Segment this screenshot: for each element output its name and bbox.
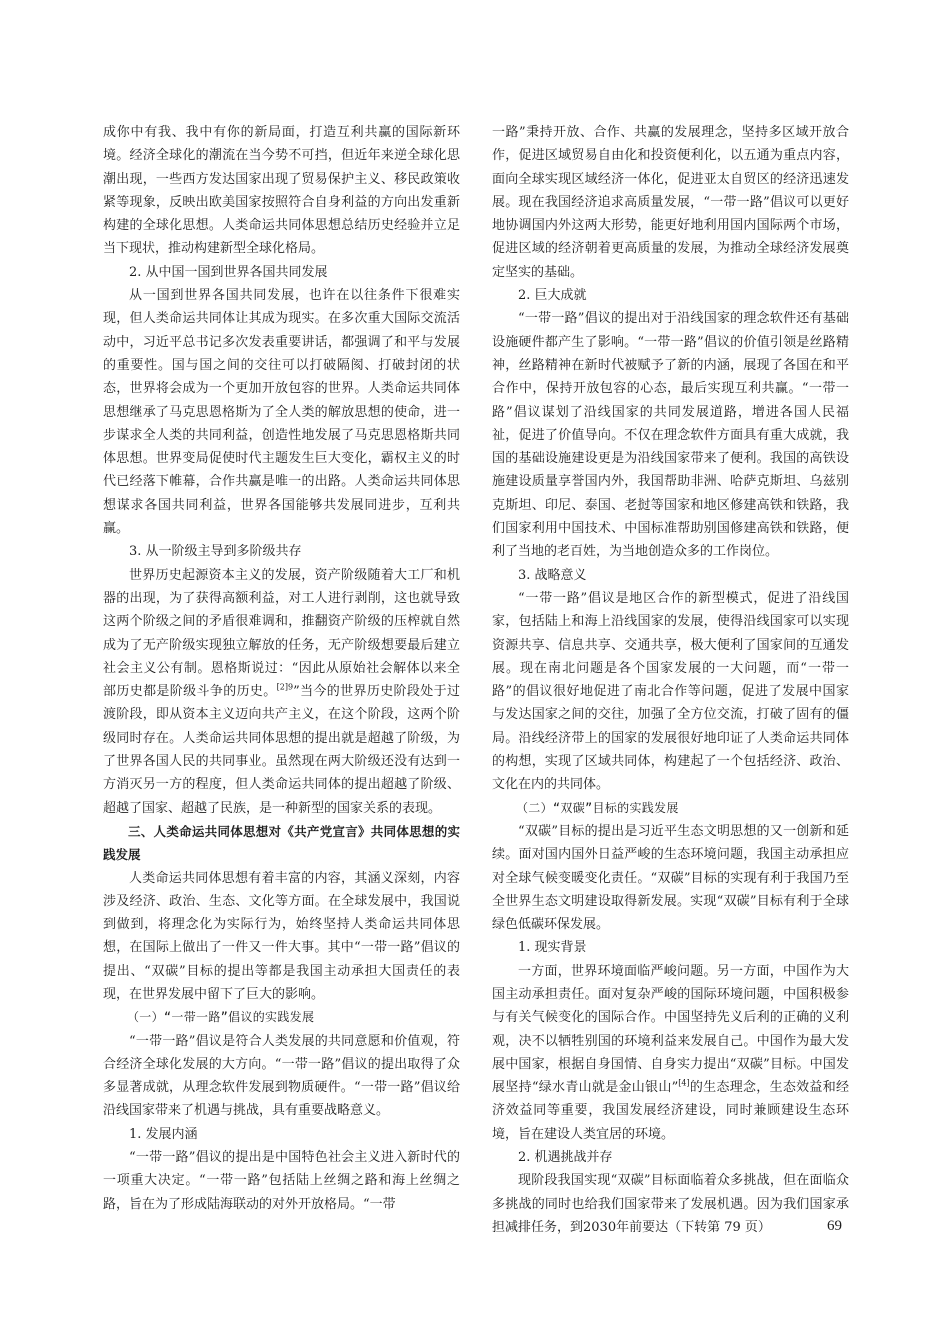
citation-ref: [4]	[678, 1078, 690, 1088]
paragraph	[492, 960, 849, 1146]
subsection-heading: 1. 发展内涵	[129, 1126, 198, 1142]
paragraph-text: 世界历史起源资本主义的发展，资产阶级随着大工厂和机器的出现，为了获得高额利益，对工人进行剥削，这也就导致这两个阶级之间的矛盾很难调和，推翻资产阶级的压榨就自然成为了无产阶级实现独立解放的任务，无产阶级想要最后建立社会主义公有制。恩格斯说过：“因此从原始社会解体以来全部历史都是阶级斗争的历史。	[103, 567, 460, 700]
paragraph: 从一国到世界各国共同发展，也许在以往条件下很难实现，但人类命运共同体让其成为现实。在多次重大国际交流活动中，习近平总书记多次发表重要讲话，都强调了和平与发展的重要性。国与国之间的交往可以打破隔阂、打破封闭的状态，世界将会成为一个更加开放包容的世界。人类命运共同体思想继承了马克思恩格斯为了全人类的解放思想的使命，进一步谋求全人类的共同利益，创造性地发展了马克思恩格斯共同体思想。世界变局促使时代主题发生巨大变化，霸权主义的时代已经落下帷幕，合作共赢是唯一的出路。人类命运共同体思想谋求各国共同利益，世界各国能够共发展同进步，互利共赢。	[103, 288, 460, 537]
subsection-heading: 2. 巨大成就	[518, 288, 587, 304]
paragraph-text: 一方面，世界环境面临严峻问题。另一方面，中国作为大国主动承担责任。面对复杂严峻的国际环境问题，中国积极参与有关气候变化的国际合作。中国坚持先义后利的正确的义利观，决不以牺牲别国的环境利益来发展自己。中国作为最大发展中国家，根据自身国情、自身实力提出“双碳”目标。中国发展坚持“绿水青山就是金山银山”	[492, 963, 849, 1096]
paragraph: “一带一路”倡议是地区合作的新型模式，促进了沿线国家，包括陆上和海上沿线国家的发展，使得沿线国家可以实现资源共享、信息共享、交通共享，极大便利了国家间的互通发展。现在南北问题是各个国家发展的一大问题，而“一带一路”的倡议很好地促进了南北合作等问题，促进了发展中国家与发达国家之间的交往，加强了全方位交流，打破了固有的僵局。沿线经济带上的国家的发展很好地印证了人类命运共同体的构想，实现了区域共同体，构建起了一个包括经济、政治、文化在内的共同体。	[492, 590, 849, 793]
subsection-heading: 2. 从中国一国到世界各国共同发展	[129, 264, 328, 280]
citation-ref: [2]9	[276, 682, 294, 692]
continued-note: （下转第 79 页）	[668, 1219, 771, 1235]
right-column	[492, 121, 849, 1239]
subsection-heading: 3. 战略意义	[518, 567, 587, 583]
paragraph: “一带一路”倡议是符合人类发展的共同意愿和价值观，符合经济全球化发展的大方向。“一带一路”倡议的提出取得了众多显著成就，从理念软件发展到物质硬件。“一带一路”倡议给沿线国家带来了机遇与挑战，具有重要战略意义。	[103, 1033, 460, 1119]
paragraph: “一带一路”倡议的提出对于沿线国家的理念软件还有基础设施硬件都产生了影响。“一带一路”倡议的价值引领是丝路精神，丝路精神在新时代被赋予了新的内涵，展现了各国在和平合作中，保持开放包容的心态，最后实现互利共赢。“一带一路”倡议谋划了沿线国家的共同发展道路，增进各国人民福祉，促进了价值导向。不仅在理念软件方面具有重大成就，我国的基础设施建设更是为沿线国家带来了便利。我国的高铁设施建设质量享誉国内外，我国帮助非洲、哈萨克斯坦、乌兹别克斯坦、印尼、泰国、老挝等国家和地区修建高铁和铁路，我们国家利用中国技术、中国标准帮助别国修建高铁和铁路，便利了当地的老百姓，为当地创造众多的工作岗位。	[492, 311, 849, 560]
subsection-heading: 3. 从一阶级主导到多阶级共存	[129, 544, 302, 560]
paragraph	[492, 1169, 849, 1239]
paragraph	[103, 564, 460, 820]
page-number: 69	[827, 1218, 842, 1234]
paragraph: 成你中有我、我中有你的新局面，打造互利共赢的国际新环境。经济全球化的潮流在当今势不可挡，但近年来逆全球化思潮出现，一些西方发达国家出现了贸易保护主义、移民政策收紧等现象，反映出欧美国家按照符合自身利益的方向出发重新构建的全球化思想。人类命运共同体思想总结历史经验并立足当下现状，推动构建新型全球化格局。	[103, 125, 460, 257]
subsection-heading: 2. 机遇挑战并存	[518, 1150, 613, 1166]
paragraph: “一带一路”倡议的提出是中国特色社会主义进入新时代的一项重大决定。“一带一路”包括陆上丝绸之路和海上丝绸之路，旨在为了形成陆海联动的对外开放格局。“一带	[103, 1150, 460, 1212]
subsection-heading: （二）“双碳”目标的实践发展	[516, 800, 679, 815]
paragraph: 人类命运共同体思想有着丰富的内容，其涵义深刻，内容涉及经济、政治、生态、文化等方面。在全球发展中，我国说到做到，将理念化为实际行为，始终坚持人类命运共同体思想，在国际上做出了一件又一件大事。其中“一带一路”倡议的提出、“双碳”目标的提出等都是我国主动承担大国责任的表现，在世界发展中留下了巨大的影响。	[103, 870, 460, 1002]
paragraph-text: 的生态理念，生态效益和经济效益同等重要，我国发展经济建设，同时兼顾建设生态环境，旨在建设人类宜居的环境。	[492, 1080, 849, 1142]
subsection-heading: （一）“一带一路”倡议的实践发展	[127, 1010, 315, 1025]
paragraph-text: ”当今的世界历史阶段处于过渡阶段，即从资本主义迈向共产主义，在这个阶段，这两个阶级同时存在。人类命运共同体思想的提出就是超越了阶级，为了世界各国人民的共同事业。虽然现在两大阶级还没有达到一方消灭另一方的程度，但人类命运共同体的提出超越了阶级、超越了国家、超越了民族，是一种新型的国家关系的表现。	[103, 684, 460, 816]
left-column	[103, 121, 460, 1216]
paragraph: “双碳”目标的提出是习近平生态文明思想的又一创新和延续。面对国内国外日益严峻的生态环境问题，我国主动承担应对全球气候变暖变化责任。“双碳”目标的实现有利于我国乃至全世界生态文明建设取得新发展。实现“双碳”目标有利于全球绿色低碳环保发展。	[492, 823, 849, 933]
paragraph: 一路”秉持开放、合作、共赢的发展理念，坚持多区域开放合作，促进区域贸易自由化和投资便利化，以五通为重点内容，面向全球实现区域经济一体化，促进亚太自贸区的经济迅速发展。现在我国经济追求高质量发展，“一带一路”倡议可以更好地协调国内外这两大形势，能更好地利用国内国际两个市场，促进区域的经济朝着更高质量的发展，为推动全球经济发展奠定坚实的基础。	[492, 125, 849, 280]
section-heading: 三、人类命运共同体思想对《共产党宣言》共同体思想的实践发展	[103, 823, 460, 863]
subsection-heading: 1. 现实背景	[518, 940, 587, 956]
paragraph-text: 现阶段我国实现“双碳”目标面临着众多挑战，但在面临众多挑战的同时也给我们国家带来了发展机遇。因为我们国家承担减排任务，到2030年前要达	[492, 1173, 849, 1235]
